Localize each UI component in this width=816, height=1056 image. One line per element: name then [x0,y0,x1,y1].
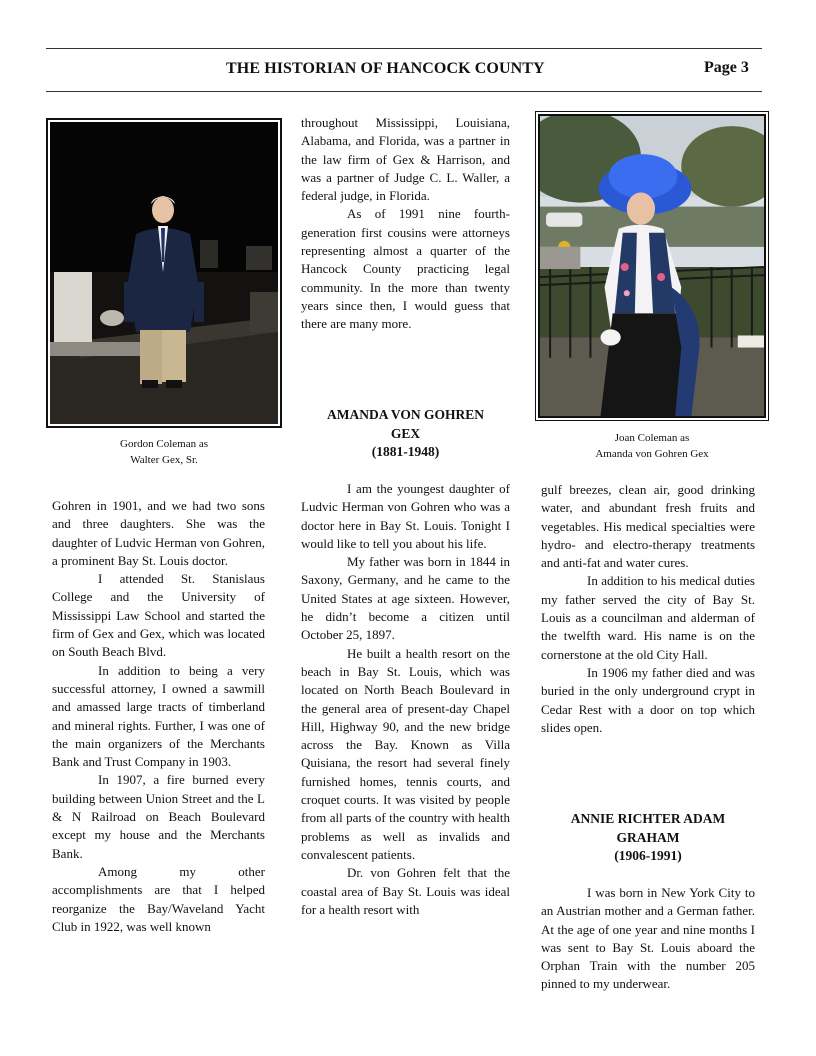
paragraph: Gohren in 1901, and we had two sons and three daughters. She was the daughter of Ludvic Herman von Gohren, a prominent Bay St. Louis doctor. [52,498,265,568]
photo-joan-coleman [535,111,769,421]
paragraph: I am the youngest daughter of Ludvic Herman von Gohren who was a doctor here in Bay St. Louis. Tonight I would like to tell you about his life. [301,481,510,551]
page-number: Page 3 [704,59,749,76]
heading-years: (1881-1948) [371,444,440,459]
paragraph: Among my other accomplishments are that I helped reorganize the Bay/Waveland Yacht Club in 1922, was well known [52,863,265,934]
photo-joan-coleman-image [540,116,764,416]
section-heading-annie [541,810,755,866]
caption-line: Amanda von Gohren Gex [595,448,709,460]
heading-line: GRAHAM [616,829,680,845]
header-top-rule [46,48,762,49]
paragraph: In addition to his medical duties my father served the city of Bay St. Louis as a councilman and alderman of the twelfth ward. His name is on the cornerstone at the old City Hall. [541,573,755,662]
paragraph: In 1906 my father died and was buried in the only underground crypt in Cedar Rest with a door on top which slides open. [541,664,755,735]
paragraph: throughout Mississippi, Louisiana, Alabama, and Florida, was a partner in the law firm of Gex & Harrison, and was a partner of Judge C. L. Waller, a federal judge, in Florida. [301,115,510,204]
paragraph: In addition to being a very successful attorney, I owned a sawmill and amassed large tracts of timberland and mineral rights. Further, I was one of the main organizers of the Merchants Bank and Trust Company in 1903. [52,662,265,770]
heading-line: GEX [390,425,421,441]
heading-years: (1906-1991) [614,848,682,863]
photo-caption-left [52,436,276,468]
caption-line: Walter Gex, Sr. [130,454,198,466]
newsletter-title: THE HISTORIAN OF HANCOCK COUNTY [226,60,545,77]
heading-line: ANNIE RICHTER ADAM [570,811,726,826]
article-column-1 [52,497,265,936]
paragraph: Dr. von Gohren felt that the coastal area of Bay St. Louis was ideal for a health resort with [301,865,510,917]
paragraph: My father was born in 1844 in Saxony, Germany, and he came to the United States at age sixteen. However, he didn’t become a citizen until October 25, 1897. [301,554,510,643]
paragraph: He built a health resort on the beach in Bay St. Louis, which was located on North Beach Boulevard in the general area of present-day Chapel Hill, Highway 90, and the new bridge across the Bay. Known as Villa Quisiana, the resort had several finely furnished homes, tennis courts, and croquet courts. It was visited by people from all parts of the country with health problems as well as invalids and convalescent patients. [301,645,510,862]
article-column-2-top [301,114,510,334]
section-heading-amanda [301,406,510,462]
paragraph: I was born in New York City to an Austrian mother and a German father. At the age of one year and nine months I was sent to Bay St. Louis aboard the Orphan Train with the number 205 pinned to my underwear. [541,885,755,992]
heading-line: AMANDA VON GOHREN [327,407,484,422]
paragraph: In 1907, a fire burned every building between Union Street and the L & N Railroad on Beach Boulevard except my house and the Merchants Bank. [52,772,265,861]
header-bottom-rule [46,91,762,92]
article-column-2-bottom [301,480,510,919]
article-column-3-bottom [541,884,755,994]
paragraph: I attended St. Stanislaus College and the University of Mississippi Law School and started the firm of Gex and Gex, which was located on South Beach Blvd. [52,571,265,660]
caption-line: Joan Coleman as [614,432,690,444]
caption-line: Gordon Coleman as [120,438,208,450]
photo-gordon-coleman-image [50,122,278,424]
paragraph: As of 1991 nine fourth-generation first cousins were attorneys representing almost a quarter of the Hancock County practicing legal community. In the more than twenty years since then, I would guess that there are many more. [301,206,510,332]
photo-caption-right [540,430,764,462]
paragraph: gulf breezes, clean air, good drinking water, and abundant fresh fruits and vegetables. His medical specialties were hydro- and electro-therapy treatments and anti-fat and water cures. [541,482,755,571]
photo-gordon-coleman [46,118,282,428]
article-column-3-top [541,481,755,737]
